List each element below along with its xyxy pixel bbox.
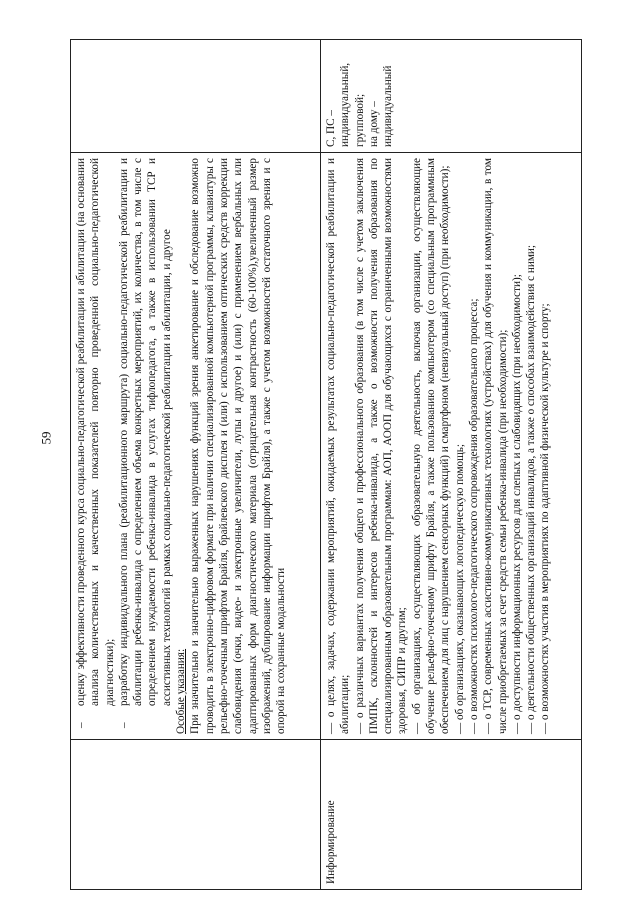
- list-item: — о ТСР, современных ассистивно-коммуникативных технологиях (устройствах) для обучения и коммуникации, в том числе приобретаемых за счет средств семьи ребенка-инвалида (при необходимости);: [482, 158, 509, 734]
- table-row-informing: [321, 40, 582, 890]
- list-item: [74, 158, 117, 734]
- list-item: — о деятельности общественных организаций инвалидов, а также о способах взаимодействия с ними;: [525, 244, 538, 734]
- list-item: — об организациях, оказывающих логопедическую помощь;: [453, 444, 466, 734]
- list-item: — о возможностях психолого-педагогического сопровождения образовательного процесса;: [467, 298, 480, 734]
- service-form-line: на дому –: [367, 101, 380, 147]
- list-item: — об организациях, осуществляющих образовательную деятельность, включая организации, осуществляющие обучение рельефно-точечному шрифту Брайля, а также пользованию компьютером (со специальным программным обеспечением для лиц с нарушением сенсорных функций) и смартфоном (невизуальный доступ) (при необходимости);: [410, 158, 452, 734]
- table-row-assessment: [71, 40, 321, 890]
- row1-col-c: [71, 40, 321, 153]
- row1-col-a: [71, 740, 321, 890]
- service-form-line: С, ПС –: [325, 110, 337, 147]
- page-number: 59: [38, 431, 54, 445]
- list-item: — о доступности информационных ресурсов для слепых и слабовидящих (при необходимости);: [510, 274, 523, 734]
- row1-col-b: [71, 153, 321, 740]
- list-item: [117, 158, 174, 734]
- row2-col-b: [321, 153, 582, 740]
- bullet-marker: –: [117, 722, 130, 728]
- special-notes-text: При значительно и значительно выраженных нарушениях функций зрения анкетирование и обследование возможно проводить в электронно-цифровом формате при наличии специализированной компьютерной программы, клавиатуры с рельефно-точечным шрифтом Брайля, брайлевского дисплея и (или) с использованием оптических средств коррекции слабовидения (очки, видео- и электронные увеличители, лупы и другое) и (или) с применением вербальных или адаптированных форм диагностического материала (отрицательная контрастность (60-100%),увеличенный размер изображений, дублирование информации шрифтом Брайля), а также с учетом возможностей остаточного зрения и с опорой на сохранные модальности: [189, 158, 288, 734]
- bullet-text: оценку эффективности проведенного курса социально-педагогической реабилитации и абилитации (на основании анализа количественных и качественных показателей повторно проведенной социально-педагогической диагностики);: [75, 158, 116, 706]
- bullet-text: разработку индивидуального плана (реабилитационного маршрута) социально-педагогической реабилитации и абилитации ребенка-инвалида с определением объема конкретных мероприятий, их количества, в том числе с определением нуждаемости ребенка-инвалида в услугах тифлопедагога, а также в использовании ТСР и ассистивных технологий в рамках социально-педагогической реабилитации и абилитации, и другое: [117, 158, 173, 706]
- section-label: Информирование: [321, 740, 582, 890]
- bullet-marker: –: [75, 722, 87, 728]
- list-item: — о целях, задачах, содержании мероприятий, ожидаемых результатах социально-педагогической реабилитации и абилитации;: [325, 158, 352, 734]
- service-form-line: индивидуальный, групповой;: [339, 62, 366, 147]
- service-form-line: индивидуальный: [382, 65, 395, 147]
- document-table: [70, 39, 582, 890]
- special-notes-heading: Особые указания:: [175, 648, 188, 734]
- list-item: — о различных вариантах получения общего и профессионального образования (в том числе с учетом заключения ПМПК, склонностей и интересов ребенка-инвалида, а также о возможности получения образования по специализированным образовательным программам: АОП, АООП для обучающихся с ограниченными возможностями здоровья, СИПР и другим;: [353, 158, 409, 734]
- service-form-cell: [321, 40, 582, 153]
- list-item: — о возможностях участия в мероприятиях по адаптивной физической культуре и спорту;: [539, 303, 552, 734]
